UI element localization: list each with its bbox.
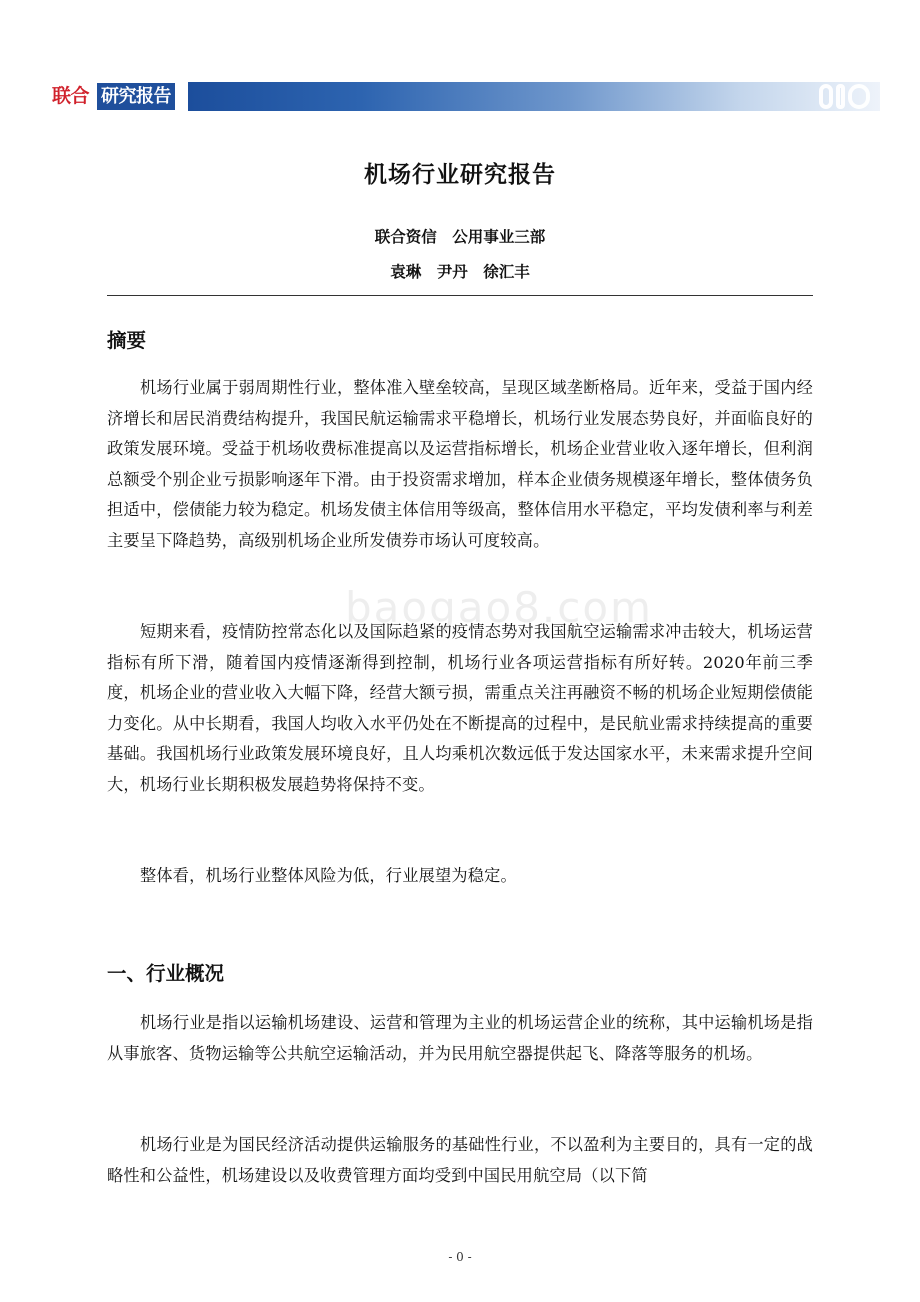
section-heading-overview: 一、行业概况 xyxy=(107,962,225,985)
watermark: baogao8.com xyxy=(345,583,653,632)
brand-report-label: 研究报告 xyxy=(97,83,175,110)
header-banner xyxy=(52,82,880,111)
abstract-heading: 摘要 xyxy=(107,329,147,352)
brand-name-red: 联合 xyxy=(52,85,90,107)
document-title: 机场行业研究报告 xyxy=(364,162,556,188)
abstract-paragraph: 机场行业属于弱周期性行业，整体准入壁垒较高，呈现区域垄断格局。近年来，受益于国内经济增长和居民消费结构提升，我国民航运输需求平稳增长，机场行业发展态势良好，并面临良好的政策发展环境。受益于机场收费标准提高以及运营指标增长，机场企业营业收入逐年增长，但利润总额受个别企业亏损影响逐年下滑。由于投资需求增加，样本企业债务规模逐年增长，整体债务负担适中，偿债能力较为稳定。机场发债主体信用等级高，整体信用水平稳定，平均发债利率与利差主要呈下降趋势，高级别机场企业所发债券市场认可度较高。 xyxy=(107,378,813,550)
overview-paragraph: 机场行业是为国民经济活动提供运输服务的基础性行业，不以盈利为主要目的，具有一定的战略性和公益性，机场建设以及收费管理方面均受到中国民用航空局（以下简 xyxy=(107,1135,813,1185)
header-gradient-bar xyxy=(188,82,880,111)
brand-logo-icon xyxy=(819,84,870,109)
page-number: - 0 - xyxy=(448,1250,472,1264)
overview-paragraph: 机场行业是指以运输机场建设、运营和管理为主业的机场运营企业的统称，其中运输机场是指从事旅客、货物运输等公共航空运输活动，并为民用航空器提供起飞、降落等服务的机场。 xyxy=(107,1013,813,1063)
abstract-paragraph: 整体看，机场行业整体风险为低，行业展望为稳定。 xyxy=(140,866,517,885)
authors-line: 袁琳 尹丹 徐汇丰 xyxy=(390,263,530,281)
abstract-paragraph: 短期来看，疫情防控常态化以及国际趋紧的疫情态势对我国航空运输需求冲击较大，机场运营指标有所下滑，随着国内疫情逐渐得到控制，机场行业各项运营指标有所好转。2020年前三季度，机场企业的营业收入大幅下降，经营大额亏损，需重点关注再融资不畅的机场企业短期偿债能力变化。从中长期看，我国人均收入水平仍处在不断提高的过程中，是民航业需求持续提高的重要基础。我国机场行业政策发展环境良好，且人均乘机次数远低于发达国家水平，未来需求提升空间大，机场行业长期积极发展趋势将保持不变。 xyxy=(107,622,813,794)
organization-line: 联合资信 公用事业三部 xyxy=(374,228,546,246)
title-divider xyxy=(107,295,813,296)
